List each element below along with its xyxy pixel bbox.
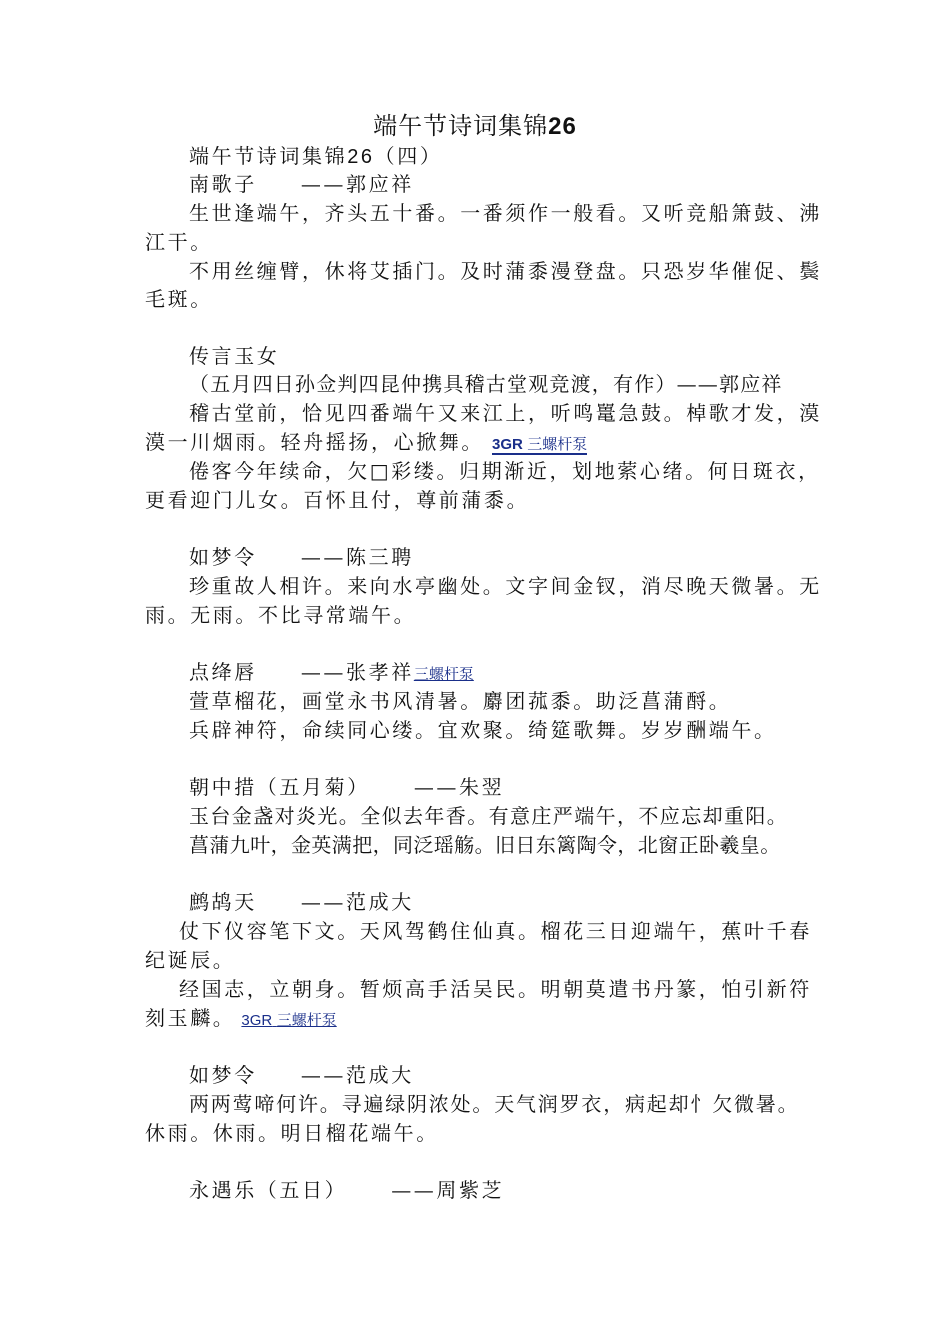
page-title: 端午节诗词集锦26 [373,112,577,140]
ad-link[interactable]: 三螺杆泵 [413,666,474,683]
poem-line: 纪诞辰。 [145,948,236,972]
poem-line: 菖蒲九叶，金英满把，同泛瑶觞。旧日东篱陶令，北窗正卧羲皇。 [189,833,781,857]
poem-line: 倦客今年续命，欠□彩缕。归期渐近，划地萦心绪。何日斑衣， [189,459,821,483]
poem-title: 如梦令 [189,545,257,569]
poem-line: 仗下仪容笔下文。天风驾鹤住仙真。榴花三日迎端午，蕉叶千春 [179,919,812,943]
poem-author: ——范成大 [300,1063,414,1087]
poem-title: 朝中措（五月菊） [189,775,370,799]
poem-author: ——朱翌 [413,775,505,799]
poem-line: 萱草榴花，画堂永书风清暑。麝团菰黍。助泛菖蒲酹。 [189,689,732,713]
poem-preface: （五月四日孙佥判四昆仲携具稽古堂观竞渡，有作）——郭应祥 [189,372,783,396]
poem-heading [189,1061,414,1089]
poem-line: 更看迎门儿女。百怀且付，尊前蒲黍。 [145,488,530,512]
poem-title: 如梦令 [189,1063,257,1087]
poem-line: 玉台金盏对炎光。全似去年香。有意庄严端午，不应忘却重阳。 [189,804,789,828]
poem-line: 不用丝缠臂，休将艾插门。及时蒲黍漫登盘。只恐岁华催促、鬓 [189,259,822,283]
poem-line: 生世逢端午，齐头五十番。一番须作一般看。又听竞船箫鼓、沸 [189,201,822,225]
poem-heading [189,773,504,801]
ad-link[interactable]: 3GR 三螺杆泵 [241,1012,337,1029]
poem-author: ——陈三聘 [300,545,414,569]
poem-line: 稽古堂前，恰见四番端午又来江上，听鸣鼍急鼓。棹歌才发，漠 [189,401,822,425]
poem-heading [189,658,474,689]
ad-link[interactable]: 3GR 三螺杆泵 [492,436,588,453]
poem-line: 兵辟神符，命续同心缕。宜欢聚。绮筵歌舞。岁岁酬端午。 [189,718,777,742]
poem-title: 鹧鸪天 [189,890,257,914]
poem-line: 珍重故人相许。来向水亭幽处。文字间金钗，消尽晚天微暑。无 [189,574,822,598]
poem-line: 休雨。休雨。明日榴花端午。 [145,1121,439,1145]
poem-line: 毛斑。 [145,287,213,311]
subtitle: 端午节诗词集锦26（四） [189,144,443,168]
poem-author: ——郭应祥 [300,172,414,196]
poem-title: 点绛唇 [189,660,257,684]
poem-line: 江干。 [145,230,213,254]
poem-line: 经国志，立朝身。暂烦高手活吴民。明朝莫遣书丹篆，怕引新符 [179,977,812,1001]
poem-heading [189,543,414,571]
poem-title: 永遇乐（五日） [189,1178,348,1202]
poem-line: 刻玉麟。 3GR 三螺杆泵 [145,1006,337,1030]
poem-line: 漠一川烟雨。轻舟摇扬，心掀舞。 3GR 三螺杆泵 [145,430,588,454]
poem-line: 雨。无雨。不比寻常端午。 [145,603,417,627]
poem-title: 传言玉女 [189,344,280,368]
poem-author: ——范成大 [300,890,414,914]
poem-heading [189,1176,504,1204]
poem-line: 两两莺啼何许。寻遍绿阴浓处。天气润罗衣，病起却忄欠微暑。 [189,1092,800,1116]
poem-heading [189,888,414,916]
poem-author: ——周紫芝 [391,1178,505,1202]
poem-author: ——张孝祥 [300,660,414,684]
poem-title: 南歌子 [189,172,257,196]
poem-heading [189,170,414,198]
